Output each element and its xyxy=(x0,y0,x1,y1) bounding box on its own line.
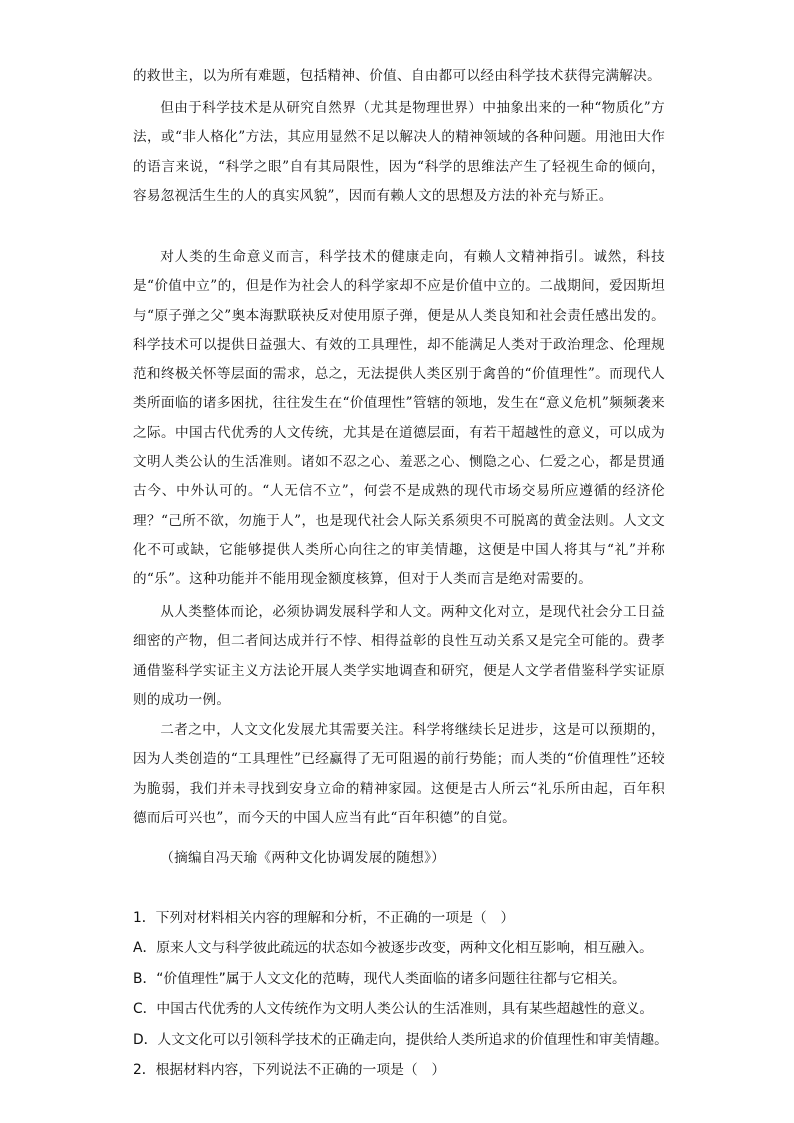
question-1-option-a: A．原来人文与科学彼此疏远的状态如今被逐步改变，两种文化相互影响，相互融入。 xyxy=(133,940,653,956)
passage-paragraph-2: 但由于科学技术是从研究自然界（尤其是物理世界）中抽象出来的一种“物质化”方法，或“非人格化”方法，其应用显然不足以解决人的精神领域的各种问题。用池田大作的语言来说，“科学之眼”自有其局限性，因为“科学的思维法产生了轻视生命的倾向，容易忽视活生生的人的真实风貌”，因而有赖人文的思想及方法的补充与矫正。 xyxy=(133,100,665,204)
passage-paragraph-4: 从人类整体而论，必须协调发展科学和人文。两种文化对立，是现代社会分工日益细密的产物，但二者间达成并行不悖、相得益彰的良性互动关系又是完全可能的。费孝通借鉴科学实证主义方法论开展人类学实地调查和研究，便是人文学者借鉴科学实证原则的成功一例。 xyxy=(133,604,665,708)
passage-paragraph-1: 的救世主，以为所有难题，包括精神、价值、自由都可以经由科学技术获得完满解决。 xyxy=(133,68,661,84)
question-1-option-d: D．人文文化可以引领科学技术的正确走向，提供给人类所追求的价值理性和审美情趣。 xyxy=(133,1032,668,1048)
question-1-stem: 1．下列对材料相关内容的理解和分析，不正确的一项是（ ） xyxy=(133,910,515,926)
passage-source: （摘编自冯天瑜《两种文化协调发展的随想》） xyxy=(160,850,446,866)
question-1-option-b: B．“价值理性”属于人文文化的范畴，现代人类面临的诸多问题往往都与它相关。 xyxy=(133,971,626,987)
passage-paragraph-3: 对人类的生命意义而言，科学技术的健康走向，有赖人文精神指引。诚然，科技是“价值中立”的，但是作为社会人的科学家却不应是价值中立的。二战期间，爱因斯坦与“原子弹之父”奥本海默联袂反对使用原子弹，便是从人类良知和社会责任感出发的。科学技术可以提供日益强大、有效的工具理性，却不能满足人类对于政治理念、伦理规范和终极关怀等层面的需求，总之，无法提供人类区别于禽兽的“价值理性”。而现代人类所面临的诸多困扰，往往发生在“价值理性”管辖的领地，发生在“意义危机”频频袭来之际。中国古代优秀的人文传统，尤其是在道德层面，有若干超越性的意义，可以成为文明人类公认的生活准则。诸如不忍之心、羞恶之心、恻隐之心、仁爱之心，都是贯通古今、中外认可的。“人无信不立”，何尝不是成熟的现代市场交易所应遵循的经济伦理？“己所不欲，勿施于人”，也是现代社会人际关系须臾不可脱离的黄金法则。人文文化不可或缺，它能够提供人类所心向往之的审美情趣，这便是中国人将其与“礼”并称的“乐”。这种功能并不能用现金额度核算，但对于人类而言是绝对需要的。 xyxy=(133,249,665,588)
passage-paragraph-5: 二者之中，人文文化发展尤其需要关注。科学将继续长足进步，这是可以预期的，因为人类创造的“工具理性”已经赢得了无可阻遏的前行势能；而人类的“价值理性”还较为脆弱，我们并未寻找到安身立命的精神家园。这便是古人所云“礼乐所由起，百年积德而后可兴也”，而今天的中国人应当有此“百年积德”的自觉。 xyxy=(133,722,665,826)
question-2-stem: 2．根据材料内容，下列说法不正确的一项是（ ） xyxy=(133,1062,446,1078)
question-1-option-c: C．中国古代优秀的人文传统作为文明人类公认的生活准则，具有某些超越性的意义。 xyxy=(133,1001,654,1017)
